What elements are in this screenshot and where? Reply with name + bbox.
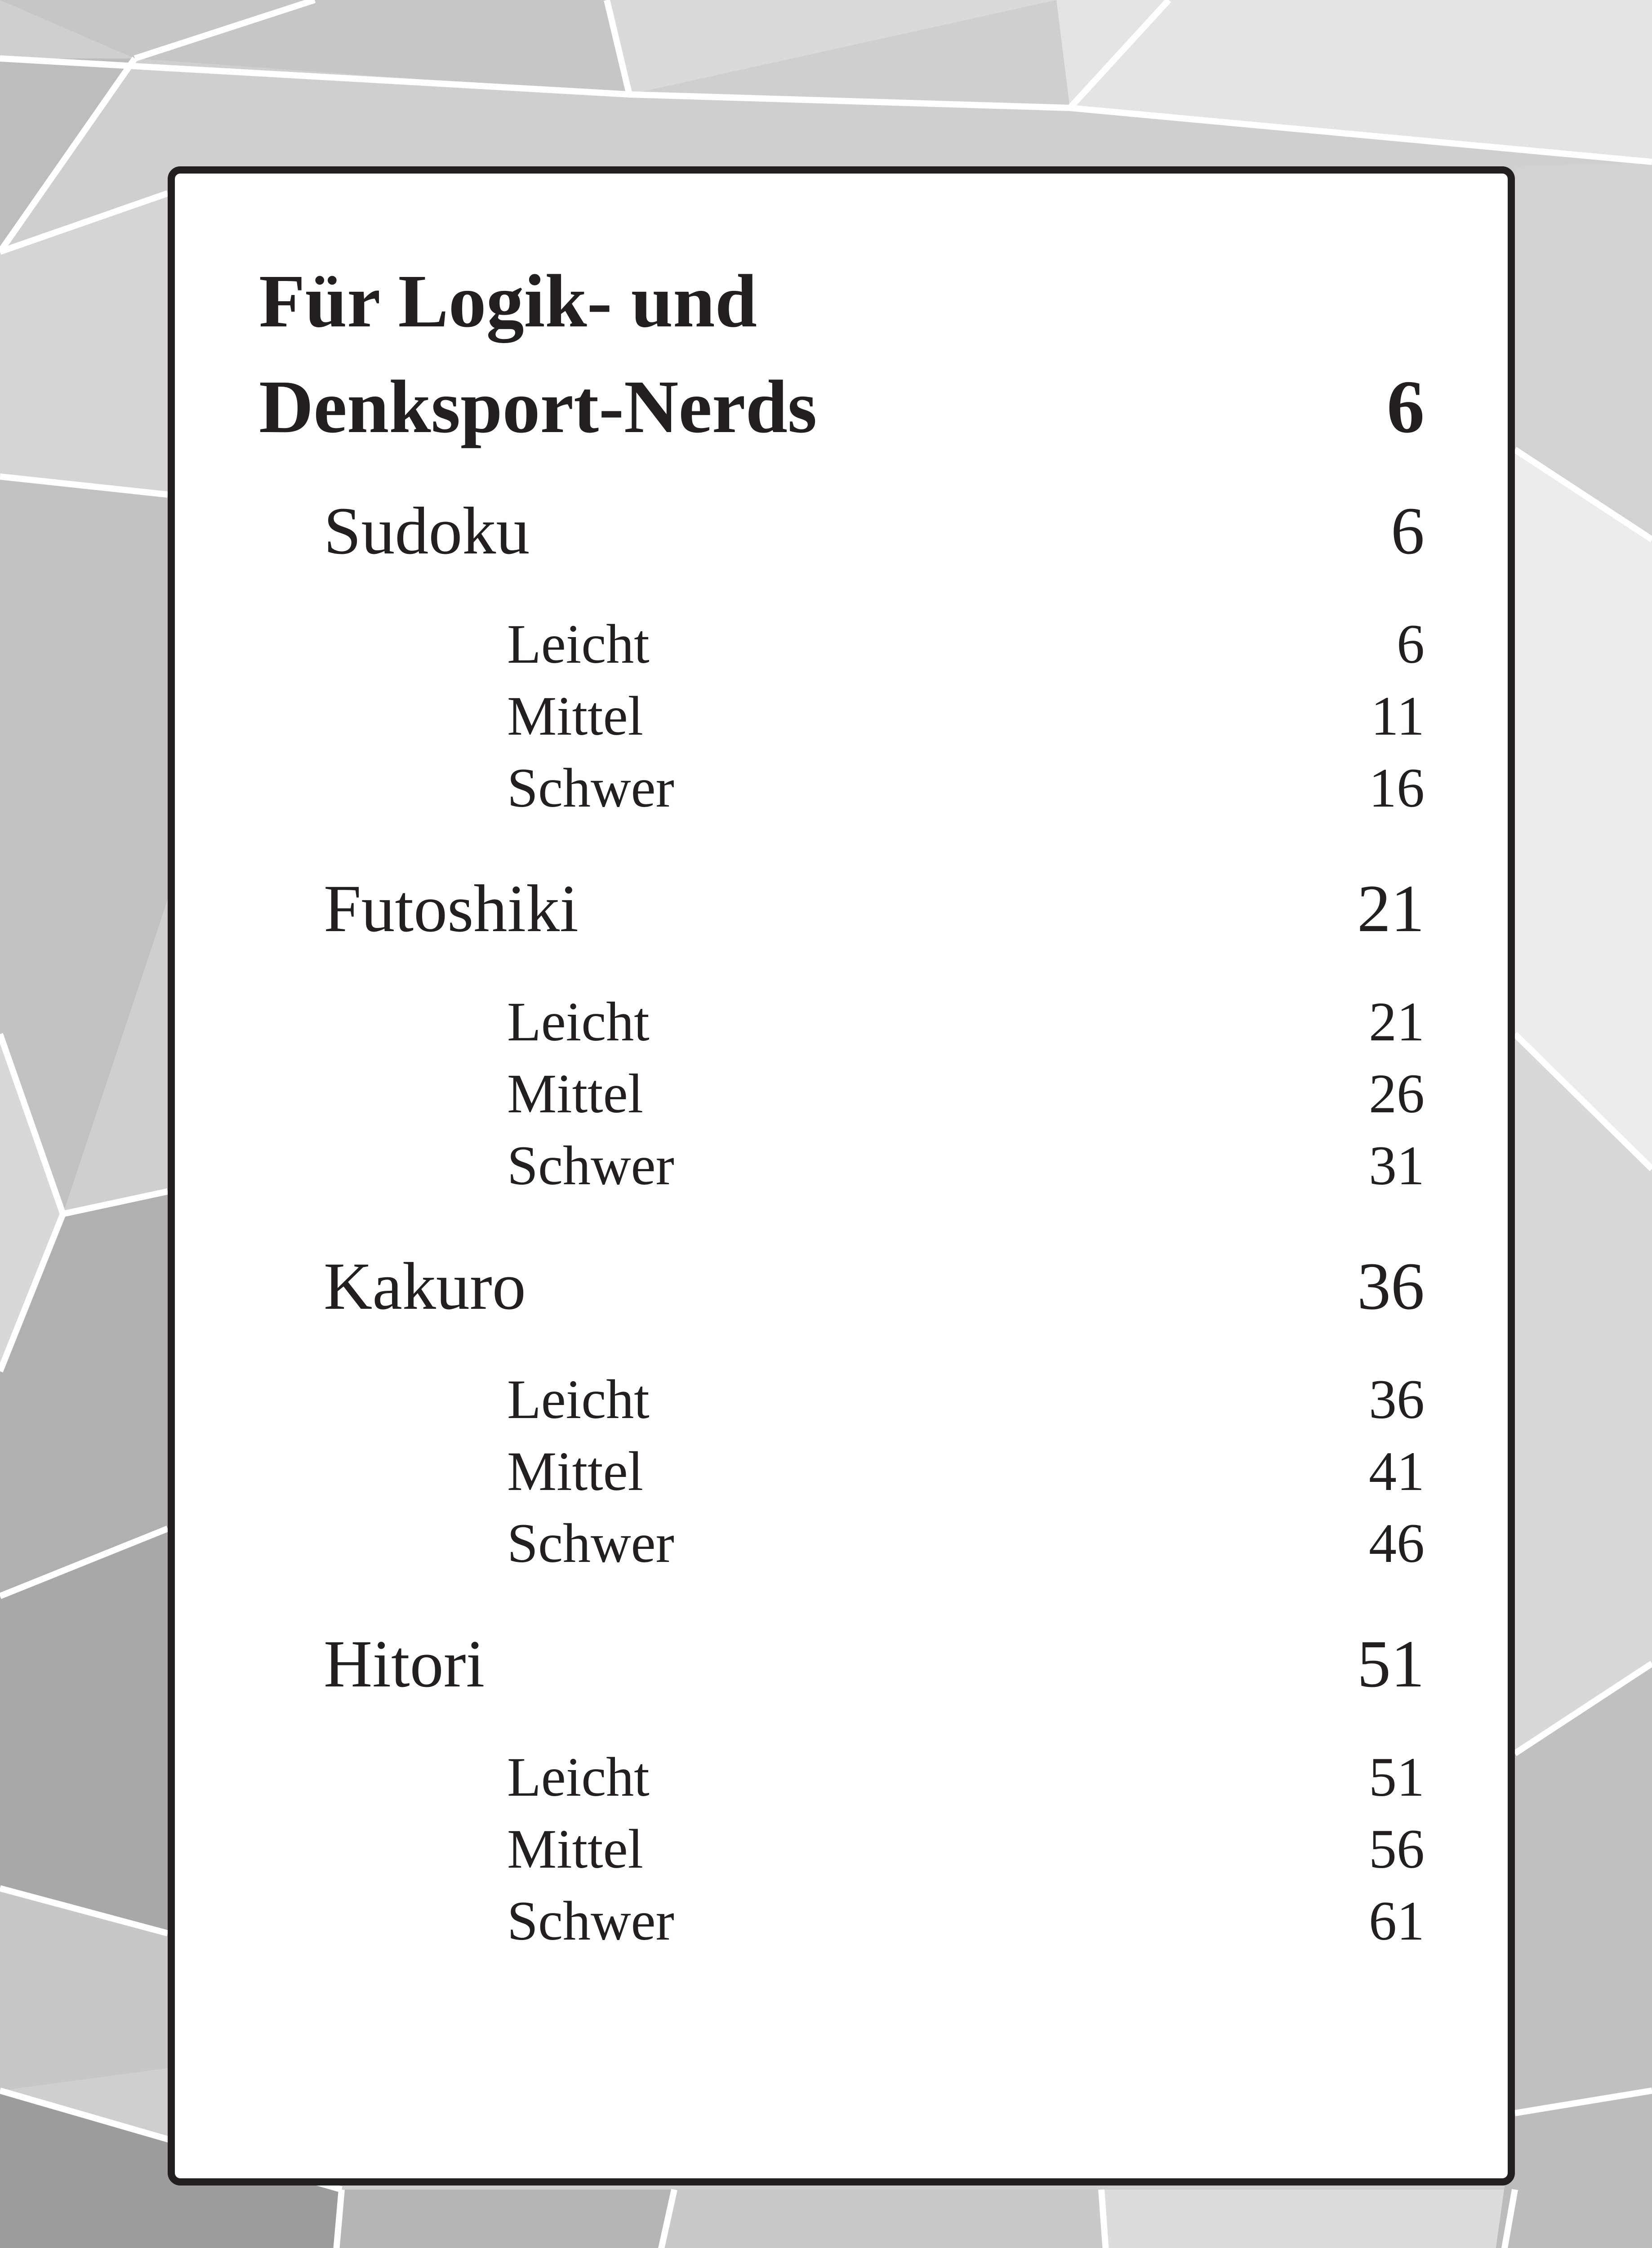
section-name: Futoshiki	[324, 871, 579, 946]
section-sudoku[interactable]	[324, 494, 1425, 574]
entry-label: Mittel	[507, 1441, 644, 1502]
entry-page: 26	[1369, 1063, 1425, 1124]
section-name: Hitori	[324, 1627, 485, 1701]
entry-kakuro-leicht[interactable]	[507, 1369, 1425, 1430]
entry-page: 46	[1369, 1512, 1425, 1574]
entry-sudoku-schwer[interactable]	[507, 757, 1425, 819]
entry-kakuro-mittel[interactable]	[507, 1441, 1425, 1502]
entry-page: 31	[1369, 1135, 1425, 1196]
entry-label: Leicht	[507, 1369, 650, 1430]
entry-kakuro-schwer[interactable]	[507, 1512, 1425, 1574]
entry-label: Mittel	[507, 1063, 644, 1124]
entry-label: Mittel	[507, 685, 644, 747]
entry-label: Leicht	[507, 991, 650, 1053]
entry-label: Schwer	[507, 757, 674, 819]
entry-page: 21	[1369, 991, 1425, 1053]
entry-hitori-leicht[interactable]	[507, 1746, 1425, 1808]
entry-label: Leicht	[507, 1746, 650, 1808]
entry-label: Leicht	[507, 613, 650, 675]
entry-page: 51	[1369, 1746, 1425, 1808]
entry-futoshiki-schwer[interactable]	[507, 1135, 1425, 1196]
section-kakuro[interactable]	[324, 1249, 1425, 1329]
section-page: 21	[1357, 871, 1425, 946]
entry-sudoku-leicht[interactable]	[507, 613, 1425, 675]
entry-label: Schwer	[507, 1512, 674, 1574]
section-name: Sudoku	[324, 494, 530, 568]
entry-sudoku-mittel[interactable]	[507, 685, 1425, 747]
entry-page: 61	[1369, 1890, 1425, 1952]
section-futoshiki[interactable]	[324, 871, 1425, 951]
toc-title-page: 6	[1387, 365, 1425, 449]
toc-title-line-1: Für Logik- und	[259, 259, 757, 343]
entry-label: Mittel	[507, 1818, 644, 1880]
entry-page: 41	[1369, 1441, 1425, 1502]
section-hitori[interactable]	[324, 1627, 1425, 1707]
entry-label: Schwer	[507, 1890, 674, 1952]
entry-page: 36	[1369, 1369, 1425, 1430]
entry-page: 6	[1397, 613, 1425, 675]
section-name: Kakuro	[324, 1249, 526, 1324]
entry-hitori-mittel[interactable]	[507, 1818, 1425, 1880]
entry-label: Schwer	[507, 1135, 674, 1196]
section-page: 36	[1357, 1249, 1425, 1324]
entry-hitori-schwer[interactable]	[507, 1890, 1425, 1952]
entry-futoshiki-leicht[interactable]	[507, 991, 1425, 1053]
entry-futoshiki-mittel[interactable]	[507, 1063, 1425, 1124]
section-page: 6	[1391, 494, 1425, 568]
toc-title-line-2: Denksport-Nerds	[259, 365, 817, 449]
entry-page: 56	[1369, 1818, 1425, 1880]
entry-page: 11	[1371, 685, 1425, 747]
toc-card	[168, 166, 1515, 2186]
section-page: 51	[1357, 1627, 1425, 1701]
entry-page: 16	[1369, 757, 1425, 819]
